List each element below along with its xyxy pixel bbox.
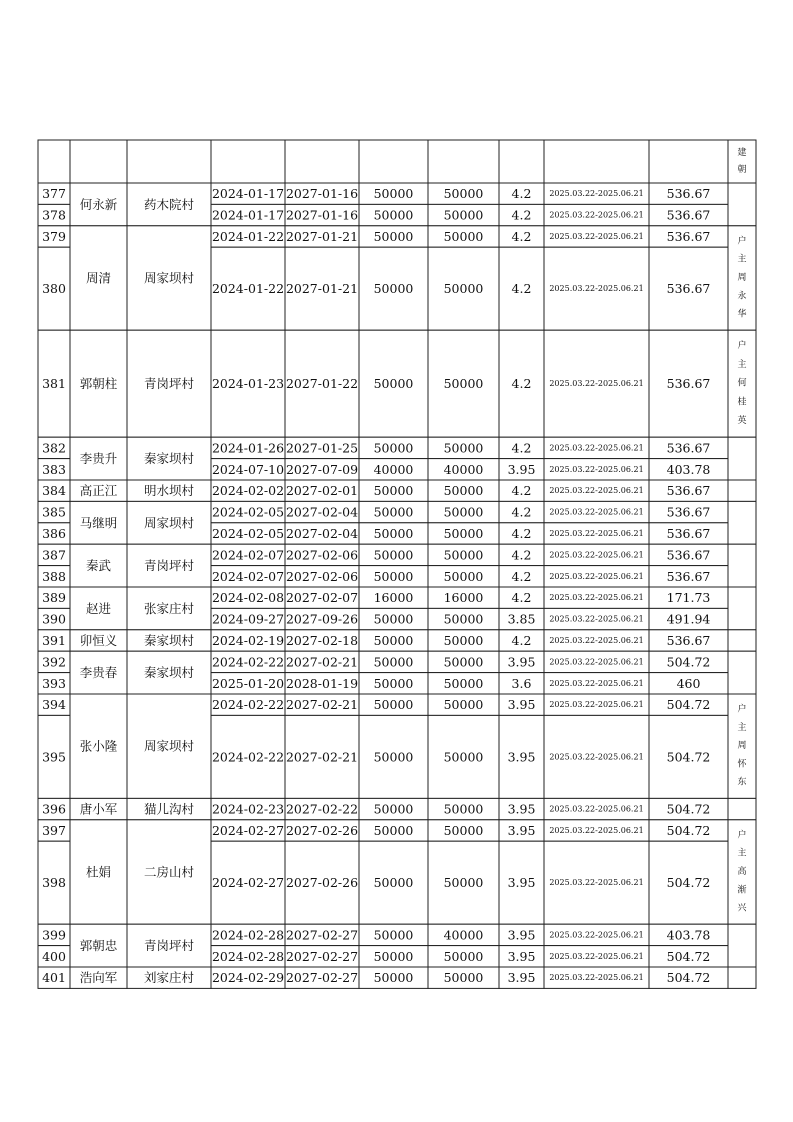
loan-amount-value: 16000 (373, 590, 414, 606)
balance-value: 50000 (443, 207, 484, 223)
loan-amount-value: 50000 (373, 504, 414, 520)
cell-remark (728, 630, 756, 651)
end-date-value: 2027-02-06 (285, 568, 359, 584)
loan-amount-value: 50000 (373, 376, 414, 392)
period-value: 2025.03.22-2025.06.21 (549, 507, 644, 517)
interest-value: 536.67 (666, 376, 711, 392)
rate-value: 3.95 (507, 875, 536, 891)
village-name: 猫儿沟村 (143, 801, 195, 817)
cell-remark (728, 480, 756, 501)
period-value: 2025.03.22-2025.06.21 (549, 464, 644, 474)
remark-note: 户主周永华 (737, 236, 747, 320)
index-value: 382 (42, 440, 66, 456)
loan-amount-value: 50000 (373, 749, 414, 765)
loan-amount-value: 50000 (373, 801, 414, 817)
header-cell (499, 140, 544, 183)
header-cell (38, 140, 70, 183)
village-name: 药木院村 (143, 196, 195, 212)
village-name: 明水坝村 (143, 483, 195, 499)
interest-value: 536.67 (666, 568, 711, 584)
period-value: 2025.03.22-2025.06.21 (549, 826, 644, 835)
start-date-value: 2024-02-07 (211, 547, 285, 563)
index-value: 394 (42, 697, 66, 713)
rate-value: 4.2 (511, 440, 532, 456)
index-value: 395 (42, 749, 66, 765)
period-value: 2025.03.22-2025.06.21 (549, 636, 644, 645)
borrower-name: 周清 (85, 270, 112, 286)
index-value: 390 (42, 611, 66, 627)
balance-value: 50000 (443, 970, 484, 986)
balance-value: 50000 (443, 568, 484, 584)
index-value: 397 (42, 823, 66, 838)
borrower-name: 马继明 (79, 515, 118, 531)
balance-value: 50000 (443, 749, 484, 765)
loan-amount-value: 50000 (373, 568, 414, 584)
interest-value: 403.78 (666, 927, 711, 943)
rate-value: 3.95 (507, 823, 536, 838)
interest-value: 536.67 (666, 207, 711, 223)
borrower-name: 李贵春 (79, 665, 118, 681)
start-date-value: 2024-01-22 (211, 229, 285, 244)
cell-remark (728, 183, 756, 226)
end-date-value: 2027-09-26 (285, 611, 359, 627)
start-date-value: 2024-02-19 (211, 633, 285, 648)
rate-value: 3.85 (507, 611, 536, 627)
rate-value: 4.2 (511, 568, 532, 584)
village-name: 青岗坪村 (143, 938, 195, 954)
balance-value: 50000 (443, 504, 484, 520)
village-name: 秦家坝村 (143, 451, 195, 467)
balance-value: 50000 (443, 229, 484, 244)
end-date-value: 2027-01-22 (285, 376, 359, 392)
village-name: 二房山村 (143, 864, 195, 880)
interest-value: 504.72 (666, 749, 711, 765)
village-name: 秦家坝村 (143, 633, 195, 648)
start-date-value: 2024-02-08 (211, 590, 285, 606)
end-date-value: 2027-02-04 (285, 504, 359, 520)
start-date-value: 2024-02-27 (211, 875, 285, 891)
rate-value: 4.2 (511, 186, 532, 202)
interest-value: 504.72 (666, 970, 711, 986)
borrower-name: 杜娟 (85, 864, 112, 880)
start-date-value: 2024-02-22 (211, 697, 285, 713)
end-date-value: 2027-02-27 (285, 948, 359, 964)
end-date-value: 2027-02-18 (285, 633, 359, 648)
start-date-value: 2024-02-05 (211, 526, 285, 541)
interest-value: 536.67 (666, 526, 711, 541)
interest-value: 504.72 (666, 875, 711, 891)
end-date-value: 2027-02-27 (285, 927, 359, 943)
index-value: 379 (42, 229, 66, 244)
cell-remark (728, 437, 756, 480)
loan-amount-value: 50000 (373, 207, 414, 223)
index-value: 385 (42, 504, 66, 520)
index-value: 388 (42, 568, 66, 584)
village-name: 青岗坪村 (143, 376, 195, 392)
start-date-value: 2024-07-10 (211, 461, 285, 477)
loan-amount-value: 50000 (373, 823, 414, 838)
balance-value: 50000 (443, 611, 484, 627)
cell-remark (728, 798, 756, 819)
cell-remark (728, 501, 756, 544)
start-date-value: 2024-02-23 (211, 801, 285, 817)
rate-value: 4.2 (511, 483, 532, 499)
header-cell (285, 140, 359, 183)
period-value: 2025.03.22-2025.06.21 (549, 529, 644, 538)
balance-value: 50000 (443, 875, 484, 891)
village-name: 秦家坝村 (143, 665, 195, 681)
loan-amount-value: 50000 (373, 483, 414, 499)
loan-amount-value: 50000 (373, 440, 414, 456)
end-date-value: 2027-02-26 (285, 875, 359, 891)
loan-amount-value: 50000 (373, 611, 414, 627)
start-date-value: 2024-02-22 (211, 654, 285, 670)
balance-value: 50000 (443, 675, 484, 691)
balance-value: 50000 (443, 281, 484, 297)
village-name: 张家庄村 (143, 600, 195, 616)
start-date-value: 2025-01-20 (211, 675, 285, 691)
index-value: 377 (42, 186, 66, 202)
balance-value: 50000 (443, 376, 484, 392)
start-date-value: 2024-01-22 (211, 281, 285, 297)
index-value: 378 (42, 207, 66, 223)
end-date-value: 2027-02-22 (285, 801, 359, 817)
rate-value: 3.95 (507, 948, 536, 964)
end-date-value: 2027-02-06 (285, 547, 359, 563)
rate-value: 3.6 (511, 675, 532, 691)
interest-value: 536.67 (666, 547, 711, 563)
rate-value: 3.95 (507, 749, 536, 765)
interest-value: 403.78 (666, 461, 711, 477)
period-value: 2025.03.22-2025.06.21 (549, 571, 644, 581)
index-value: 380 (42, 281, 66, 297)
period-value: 2025.03.22-2025.06.21 (549, 678, 644, 688)
interest-value: 171.73 (666, 590, 711, 606)
borrower-name: 郭朝柱 (79, 376, 118, 392)
index-value: 389 (42, 590, 66, 606)
start-date-value: 2024-02-27 (211, 823, 285, 838)
period-value: 2025.03.22-2025.06.21 (549, 550, 644, 560)
end-date-value: 2027-02-04 (285, 526, 359, 541)
borrower-name: 何永新 (79, 196, 118, 212)
loan-amount-value: 50000 (373, 281, 414, 297)
borrower-name: 张小隆 (79, 738, 118, 754)
interest-value: 536.67 (666, 229, 711, 244)
start-date-value: 2024-01-23 (211, 376, 285, 392)
loan-amount-value: 50000 (373, 547, 414, 563)
period-value: 2025.03.22-2025.06.21 (549, 804, 644, 814)
header-cell (428, 140, 499, 183)
borrower-name: 唐小军 (79, 801, 118, 817)
index-value: 399 (42, 927, 66, 943)
rate-value: 3.95 (507, 461, 536, 477)
end-date-value: 2027-01-25 (285, 440, 359, 456)
end-date-value: 2027-01-16 (285, 207, 359, 223)
header-note: 建朝 (737, 147, 747, 176)
header-cell (211, 140, 285, 183)
period-value: 2025.03.22-2025.06.21 (549, 379, 644, 389)
period-value: 2025.03.22-2025.06.21 (549, 486, 644, 496)
start-date-value: 2024-01-17 (211, 207, 285, 223)
end-date-value: 2027-01-21 (285, 281, 359, 297)
cell-remark (728, 924, 756, 967)
balance-value: 50000 (443, 483, 484, 499)
interest-value: 504.72 (666, 823, 711, 838)
interest-value: 460 (676, 675, 701, 691)
index-value: 400 (42, 948, 66, 964)
borrower-name: 李贵升 (79, 451, 118, 467)
end-date-value: 2027-07-09 (285, 461, 359, 477)
balance-value: 50000 (443, 633, 484, 648)
interest-value: 536.67 (666, 186, 711, 202)
interest-value: 504.72 (666, 948, 711, 964)
loan-amount-value: 50000 (373, 654, 414, 670)
period-value: 2025.03.22-2025.06.21 (549, 593, 644, 603)
index-value: 398 (42, 875, 66, 891)
loan-amount-value: 50000 (373, 675, 414, 691)
index-value: 396 (42, 801, 66, 817)
index-value: 387 (42, 547, 66, 563)
interest-value: 536.67 (666, 504, 711, 520)
period-value: 2025.03.22-2025.06.21 (549, 973, 644, 983)
interest-value: 536.67 (666, 633, 711, 648)
rate-value: 4.2 (511, 590, 532, 606)
balance-value: 50000 (443, 526, 484, 541)
interest-value: 504.72 (666, 654, 711, 670)
period-value: 2025.03.22-2025.06.21 (549, 700, 644, 710)
loan-amount-value: 50000 (373, 633, 414, 648)
balance-value: 50000 (443, 823, 484, 838)
end-date-value: 2027-02-01 (285, 483, 359, 499)
balance-value: 50000 (443, 948, 484, 964)
index-value: 386 (42, 526, 66, 541)
period-value: 2025.03.22-2025.06.21 (549, 752, 644, 762)
cell-remark (728, 544, 756, 587)
loan-amount-value: 50000 (373, 186, 414, 202)
rate-value: 4.2 (511, 633, 532, 648)
rate-value: 3.95 (507, 927, 536, 943)
loan-amount-value: 50000 (373, 875, 414, 891)
period-value: 2025.03.22-2025.06.21 (549, 232, 644, 241)
rate-value: 4.2 (511, 526, 532, 541)
start-date-value: 2024-02-28 (211, 948, 285, 964)
header-cell (728, 140, 756, 183)
index-value: 401 (42, 970, 66, 986)
rate-value: 4.2 (511, 504, 532, 520)
end-date-value: 2027-01-21 (285, 229, 359, 244)
interest-value: 504.72 (666, 801, 711, 817)
period-value: 2025.03.22-2025.06.21 (549, 443, 644, 453)
index-value: 384 (42, 483, 66, 499)
village-name: 周家坝村 (143, 738, 195, 754)
remark-note: 户主何桂英 (737, 341, 747, 427)
interest-value: 536.67 (666, 483, 711, 499)
village-name: 青岗坪村 (143, 558, 195, 574)
rate-value: 4.2 (511, 547, 532, 563)
period-value: 2025.03.22-2025.06.21 (549, 657, 644, 667)
index-value: 391 (42, 633, 66, 648)
index-value: 383 (42, 461, 66, 477)
period-value: 2025.03.22-2025.06.21 (549, 614, 644, 624)
header-cell (544, 140, 649, 183)
cell-remark (728, 651, 756, 694)
start-date-value: 2024-09-27 (211, 611, 285, 627)
borrower-name: 浩向军 (79, 970, 118, 986)
rate-value: 4.2 (511, 229, 532, 244)
loan-amount-value: 40000 (373, 461, 414, 477)
header-cell (359, 140, 428, 183)
village-name: 周家坝村 (143, 270, 195, 286)
loan-amount-value: 50000 (373, 948, 414, 964)
borrower-name: 秦武 (85, 558, 112, 574)
balance-value: 50000 (443, 186, 484, 202)
interest-value: 536.67 (666, 440, 711, 456)
borrower-name: 卯恒义 (79, 633, 118, 648)
end-date-value: 2027-02-27 (285, 970, 359, 986)
rate-value: 3.95 (507, 801, 536, 817)
end-date-value: 2027-01-16 (285, 186, 359, 202)
loan-amount-value: 50000 (373, 697, 414, 713)
loan-amount-value: 50000 (373, 229, 414, 244)
period-value: 2025.03.22-2025.06.21 (549, 930, 644, 940)
end-date-value: 2027-02-07 (285, 590, 359, 606)
interest-value: 504.72 (666, 697, 711, 713)
rate-value: 3.95 (507, 697, 536, 713)
loan-amount-value: 50000 (373, 927, 414, 943)
rate-value: 4.2 (511, 281, 532, 297)
rate-value: 4.2 (511, 207, 532, 223)
index-value: 381 (42, 376, 66, 392)
remark-note: 户主周怀东 (737, 704, 747, 788)
balance-value: 50000 (443, 801, 484, 817)
start-date-value: 2024-02-07 (211, 568, 285, 584)
period-value: 2025.03.22-2025.06.21 (549, 951, 644, 961)
index-value: 393 (42, 675, 66, 691)
rate-value: 3.95 (507, 970, 536, 986)
end-date-value: 2028-01-19 (285, 675, 359, 691)
loan-amount-value: 50000 (373, 970, 414, 986)
borrower-name: 赵进 (85, 600, 112, 616)
header-cell (649, 140, 728, 183)
village-name: 周家坝村 (143, 515, 195, 531)
start-date-value: 2024-02-28 (211, 927, 285, 943)
loan-amount-value: 50000 (373, 526, 414, 541)
start-date-value: 2024-01-17 (211, 186, 285, 202)
end-date-value: 2027-02-21 (285, 654, 359, 670)
end-date-value: 2027-02-21 (285, 749, 359, 765)
cell-remark (728, 967, 756, 988)
balance-value: 50000 (443, 654, 484, 670)
balance-value: 40000 (443, 927, 484, 943)
start-date-value: 2024-02-05 (211, 504, 285, 520)
interest-value: 536.67 (666, 281, 711, 297)
village-name: 刘家庄村 (143, 970, 195, 986)
header-cell (70, 140, 127, 183)
header-cell (127, 140, 211, 183)
rate-value: 4.2 (511, 376, 532, 392)
index-value: 392 (42, 654, 66, 670)
remark-note: 户主高渐兴 (737, 830, 747, 914)
balance-value: 50000 (443, 547, 484, 563)
end-date-value: 2027-02-21 (285, 697, 359, 713)
cell-remark (728, 587, 756, 630)
start-date-value: 2024-02-02 (211, 483, 285, 499)
interest-value: 491.94 (666, 611, 711, 627)
period-value: 2025.03.22-2025.06.21 (549, 189, 644, 199)
balance-value: 16000 (443, 590, 484, 606)
start-date-value: 2024-02-22 (211, 749, 285, 765)
start-date-value: 2024-01-26 (211, 440, 285, 456)
balance-value: 50000 (443, 697, 484, 713)
period-value: 2025.03.22-2025.06.21 (549, 284, 644, 294)
start-date-value: 2024-02-29 (211, 970, 285, 986)
borrower-name: 高正江 (79, 483, 118, 499)
borrower-name: 郭朝忠 (79, 938, 118, 954)
rate-value: 3.95 (507, 654, 536, 670)
period-value: 2025.03.22-2025.06.21 (549, 210, 644, 220)
balance-value: 50000 (443, 440, 484, 456)
period-value: 2025.03.22-2025.06.21 (549, 878, 644, 888)
balance-value: 40000 (443, 461, 484, 477)
end-date-value: 2027-02-26 (285, 823, 359, 838)
